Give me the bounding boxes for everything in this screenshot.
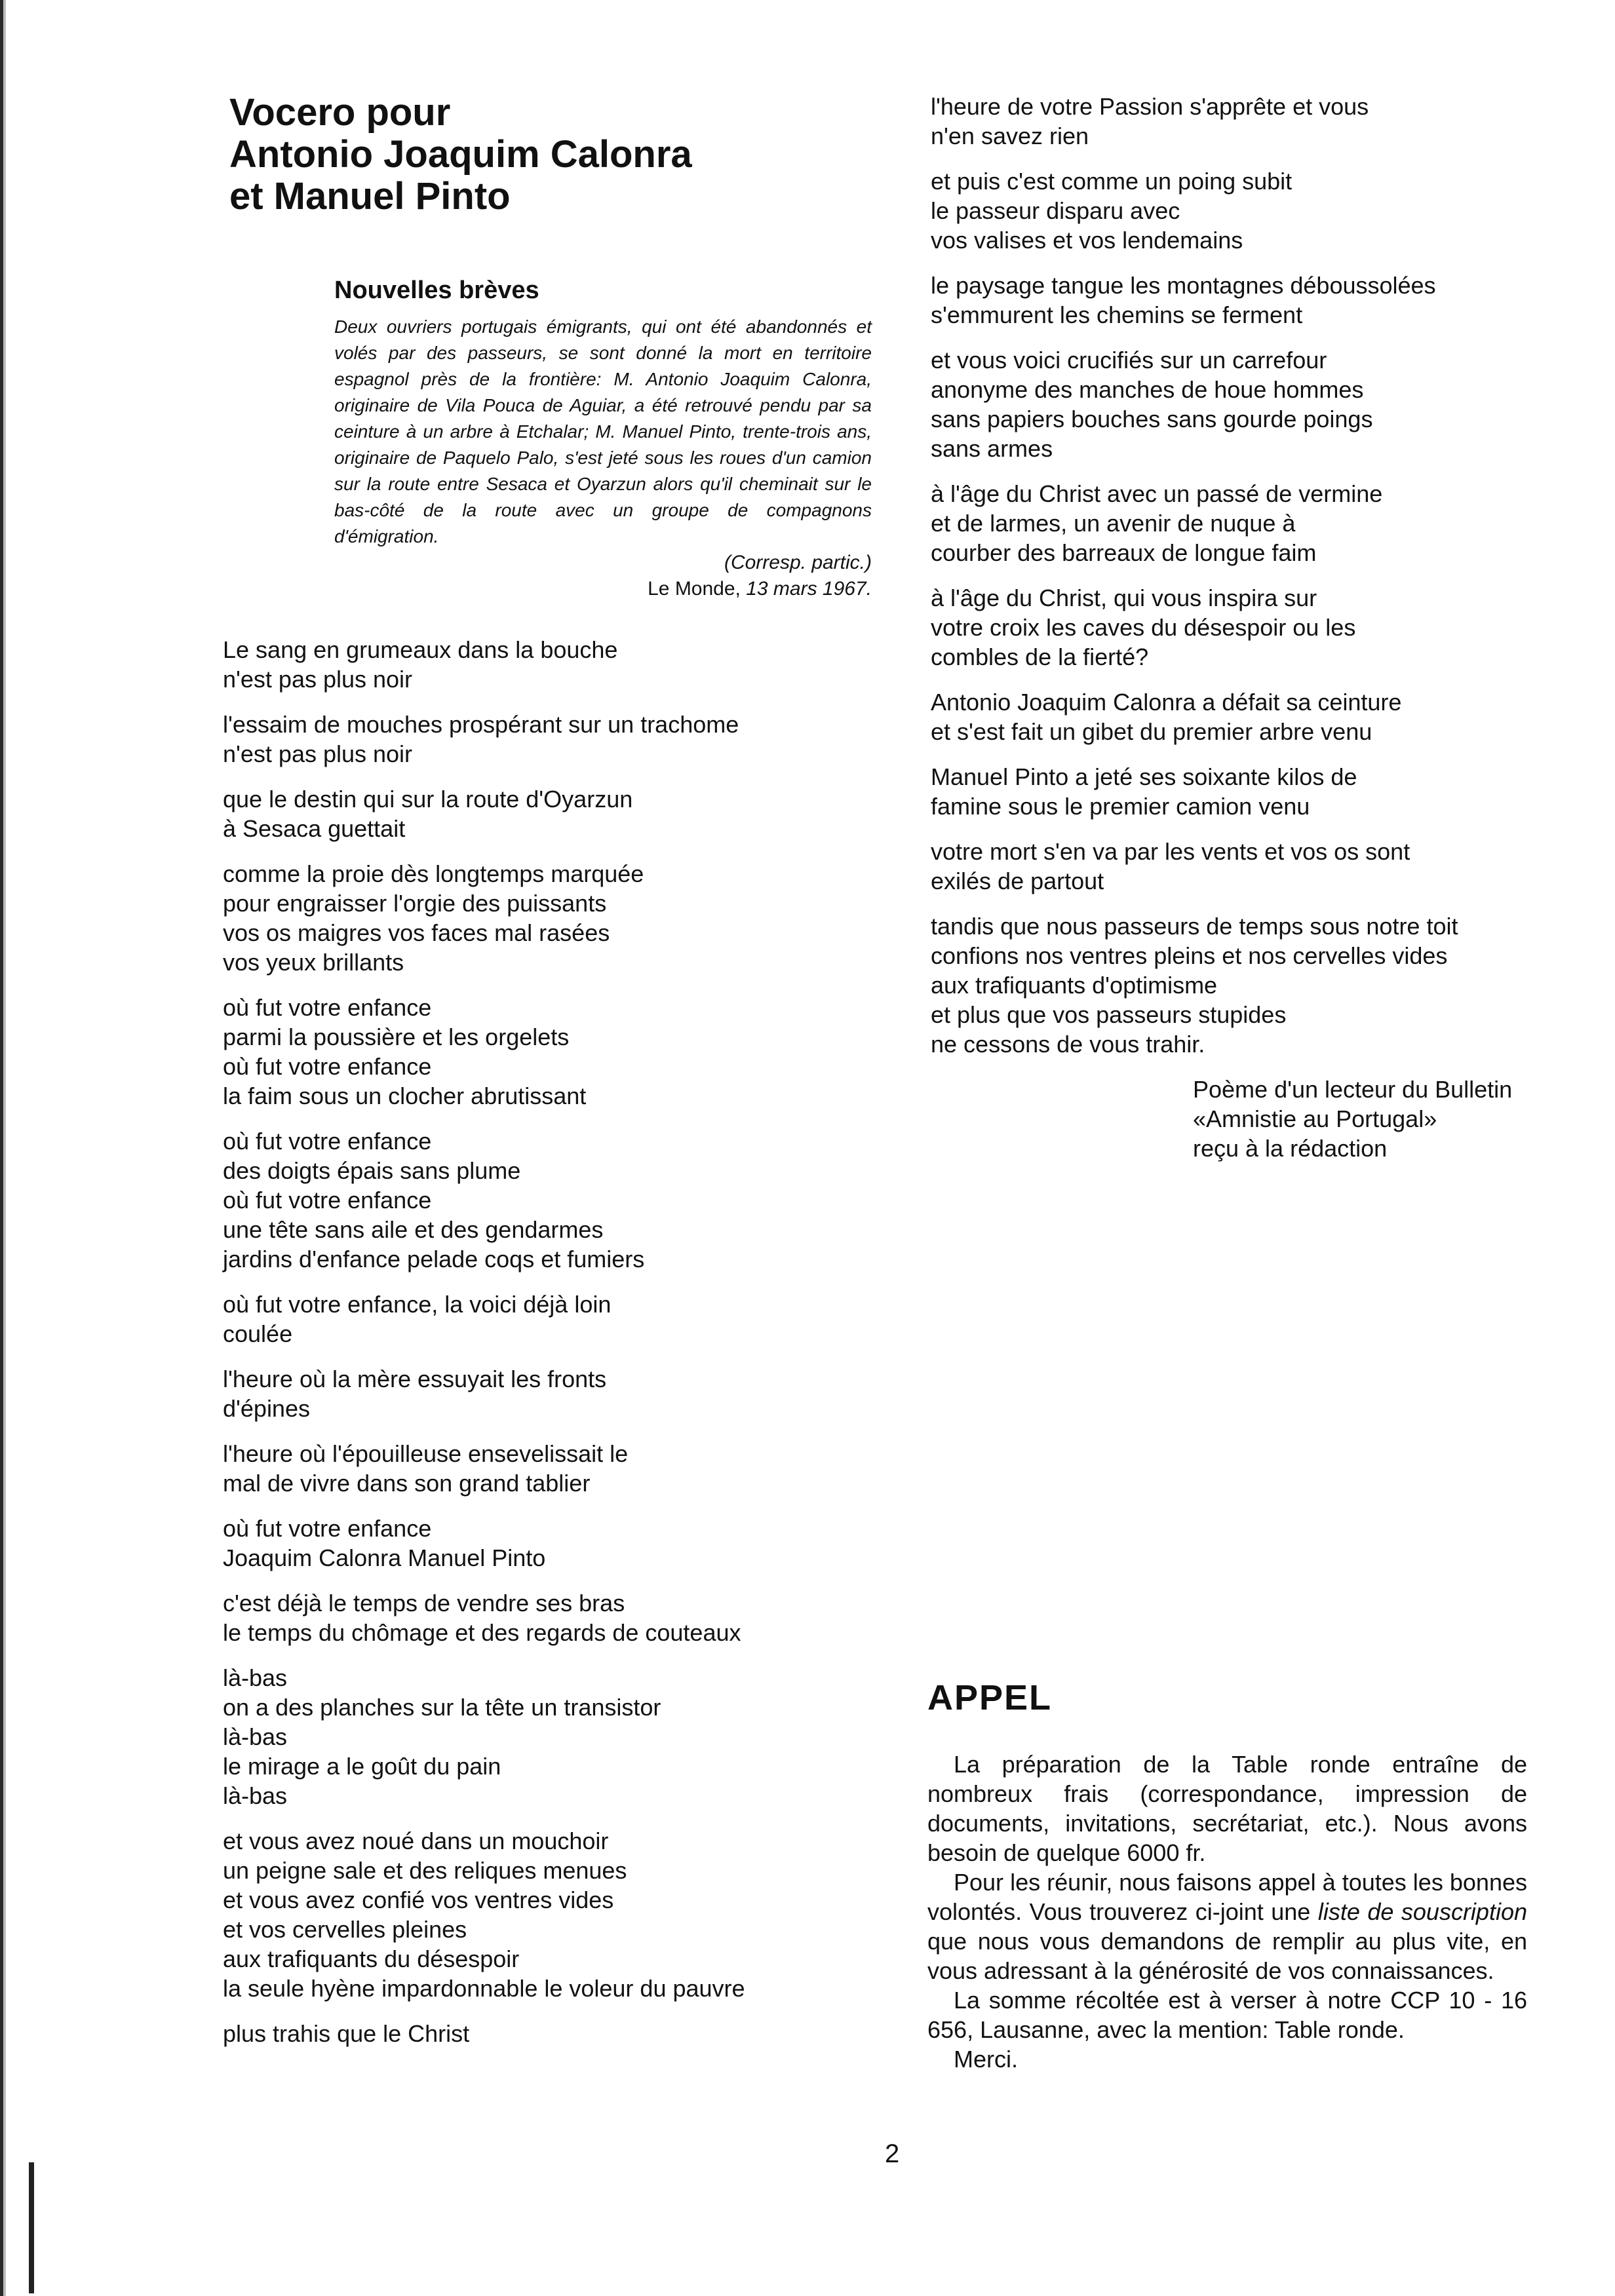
poem-line: c'est déjà le temps de vendre ses bras <box>223 1590 625 1617</box>
stanza <box>223 1126 891 1274</box>
stanza <box>223 1826 891 2003</box>
poem-left <box>223 635 891 2048</box>
publication-name: Le Monde, <box>648 578 747 600</box>
stanza <box>223 710 891 769</box>
stanza <box>223 859 891 977</box>
poem-line: le temps du chômage et des regards de couteaux <box>223 1619 741 1646</box>
poem-line: et de larmes, un avenir de nuque à <box>931 510 1296 537</box>
poem-line: l'essaim de mouches prospérant sur un trachome <box>223 711 739 738</box>
title-line: et Manuel Pinto <box>229 175 511 218</box>
stanza <box>223 1588 891 1647</box>
poem-line: parmi la poussière et les orgelets <box>223 1024 570 1050</box>
poem-line: des doigts épais sans plume <box>223 1157 521 1184</box>
stanza <box>223 784 891 843</box>
poem-line: famine sous le premier camion venu <box>931 793 1310 820</box>
poem-line: à Sesaca guettait <box>223 815 406 842</box>
stanza <box>931 166 1540 255</box>
brief-heading: Nouvelles brèves <box>334 277 539 304</box>
poem-line: exilés de partout <box>931 868 1104 894</box>
poem-line: n'en savez rien <box>931 123 1089 149</box>
poem-line: on a des planches sur la tête un transistor <box>223 1694 661 1721</box>
stanza <box>931 345 1540 463</box>
left-column <box>216 92 891 2064</box>
appel-paragraph: La somme récoltée est à verser à notre CCP 10 - 16 656, Lausanne, avec la mention: Table ronde. <box>927 1987 1527 2043</box>
poem-line: anonyme des manches de houe hommes <box>931 376 1364 403</box>
appel-emphasis: liste de souscription <box>1317 1898 1527 1925</box>
poem-line: sans papiers bouches sans gourde poings <box>931 406 1373 432</box>
appel-heading: APPEL <box>927 1678 1053 1717</box>
poem-line: l'heure de votre Passion s'apprête et vous <box>931 93 1369 120</box>
stanza <box>931 92 1540 151</box>
poem-line: Joaquim Calonra Manuel Pinto <box>223 1544 546 1571</box>
poem-line: le passeur disparu avec <box>931 197 1180 224</box>
poem-line: à l'âge du Christ avec un passé de vermine <box>931 480 1383 507</box>
credit-line: reçu à la rédaction <box>1193 1135 1388 1162</box>
scan-edge <box>0 0 9 2296</box>
scan-mark <box>29 2162 34 2293</box>
poem-line: la faim sous un clocher abrutissant <box>223 1082 587 1109</box>
appel-text <box>927 1750 1527 2074</box>
stanza <box>223 2019 891 2048</box>
poem-line: et vos cervelles pleines <box>223 1916 467 1943</box>
poem-line: pour engraisser l'orgie des puissants <box>223 890 607 917</box>
appel-paragraph: La préparation de la Table ronde entraîne de nombreux frais (correspondance, impression de documents, invitations, secrétariat, etc.). Nous avons besoin de quelque 6000 fr. <box>927 1751 1527 1866</box>
poem-line: mal de vivre dans son grand tablier <box>223 1470 591 1497</box>
stanza <box>223 1663 891 1810</box>
brief-publication <box>334 576 872 602</box>
poem-line: votre mort s'en va par les vents et vos os sont <box>931 838 1411 865</box>
poem-line: et puis c'est comme un poing subit <box>931 168 1293 195</box>
poem-line: vos yeux brillants <box>223 949 404 976</box>
poem-line: l'heure où la mère essuyait les fronts <box>223 1366 607 1392</box>
poem-line: n'est pas plus noir <box>223 666 413 693</box>
poem-credit <box>1193 1075 1540 1163</box>
right-column <box>931 92 1540 1163</box>
appel-paragraph: Merci. <box>954 2046 1018 2073</box>
poem-line: s'emmurent les chemins se ferment <box>931 301 1303 328</box>
poem-line: où fut votre enfance <box>223 1187 432 1214</box>
stanza <box>223 1439 891 1498</box>
stanza <box>931 271 1540 330</box>
poem-line: jardins d'enfance pelade coqs et fumiers <box>223 1246 645 1272</box>
poem-line: et vous avez noué dans un mouchoir <box>223 1827 609 1854</box>
credit-line: Poème d'un lecteur du Bulletin <box>1193 1076 1513 1103</box>
stanza <box>931 837 1540 896</box>
poem-line: là-bas <box>223 1664 288 1691</box>
stanza <box>931 687 1540 746</box>
poem-line: où fut votre enfance <box>223 994 432 1021</box>
poem-line: le paysage tangue les montagnes déboussolées <box>931 272 1436 299</box>
title-line: Vocero pour <box>229 91 451 134</box>
poem-line: vos valises et vos lendemains <box>931 227 1243 254</box>
poem-line: un peigne sale et des reliques menues <box>223 1857 627 1884</box>
page-number: 2 <box>885 2139 900 2168</box>
poem-line: le mirage a le goût du pain <box>223 1753 501 1780</box>
appel-paragraph <box>927 1867 1527 1985</box>
poem-line: coulée <box>223 1320 293 1347</box>
poem-line: où fut votre enfance <box>223 1128 432 1155</box>
brief-correspondent: (Corresp. partic.) <box>724 552 872 573</box>
poem-line: où fut votre enfance <box>223 1515 432 1542</box>
poem-line: n'est pas plus noir <box>223 740 413 767</box>
poem-line: et vous avez confié vos ventres vides <box>223 1886 614 1913</box>
poem-line: Manuel Pinto a jeté ses soixante kilos de <box>931 763 1357 790</box>
poem-line: votre croix les caves du désespoir ou les <box>931 614 1356 641</box>
stanza <box>223 635 891 694</box>
brief-source <box>334 550 872 602</box>
stanza <box>223 1514 891 1573</box>
poem-line: ne cessons de vous trahir. <box>931 1031 1205 1058</box>
stanza <box>931 583 1540 672</box>
stanza <box>931 762 1540 821</box>
poem-line: où fut votre enfance, la voici déjà loin <box>223 1291 612 1318</box>
publication-date: 13 mars 1967. <box>746 578 872 600</box>
stanza <box>223 1290 891 1349</box>
title-line: Antonio Joaquim Calonra <box>229 133 692 176</box>
stanza <box>931 479 1540 567</box>
poem-line: plus trahis que le Christ <box>223 2020 470 2047</box>
article-title <box>229 92 891 218</box>
stanza <box>931 911 1540 1059</box>
poem-line: et s'est fait un gibet du premier arbre venu <box>931 718 1372 745</box>
poem-line: aux trafiquants d'optimisme <box>931 972 1218 999</box>
appel-text-part: Pour les réunir, nous faisons appel à toutes les bonnes volontés. Vous trouverez ci-joint une <box>927 1869 1527 1925</box>
poem-line: où fut votre enfance <box>223 1053 432 1080</box>
appel-text-part: que nous vous demandons de remplir au plus vite, en vous adressant à la générosité de vos connaissances. <box>927 1928 1527 1984</box>
poem-line: et vous voici crucifiés sur un carrefour <box>931 347 1327 373</box>
stanza <box>223 993 891 1111</box>
poem-line: comme la proie dès longtemps marquée <box>223 860 644 887</box>
poem-line: vos os maigres vos faces mal rasées <box>223 919 610 946</box>
poem-line: d'épines <box>223 1395 310 1422</box>
poem-right <box>931 92 1540 1059</box>
poem-line: l'heure où l'épouilleuse ensevelissait le <box>223 1440 629 1467</box>
poem-line: que le destin qui sur la route d'Oyarzun <box>223 786 633 813</box>
poem-line: courber des barreaux de longue faim <box>931 539 1317 566</box>
poem-line: là-bas <box>223 1723 288 1750</box>
poem-line: aux trafiquants du désespoir <box>223 1945 520 1972</box>
poem-line: combles de la fierté? <box>931 643 1149 670</box>
poem-line: à l'âge du Christ, qui vous inspira sur <box>931 584 1317 611</box>
poem-line: confions nos ventres pleins et nos cervelles vides <box>931 942 1448 969</box>
poem-line: et plus que vos passeurs stupides <box>931 1001 1287 1028</box>
poem-line: Antonio Joaquim Calonra a défait sa ceinture <box>931 689 1402 716</box>
poem-line: sans armes <box>931 435 1053 462</box>
stanza <box>223 1364 891 1423</box>
poem-line: là-bas <box>223 1782 288 1809</box>
poem-line: la seule hyène impardonnable le voleur du pauvre <box>223 1975 745 2002</box>
brief-text: Deux ouvriers portugais émigrants, qui ont été abandonnés et volés par des passeurs, se sont donné la mort en territoire espagnol près de la frontière: M. Antonio Joaquim Calonra, originaire de Vila Pouca de Aguiar, a été retrouvé pendu par sa ceinture à un arbre à Etchalar; M. Manuel Pinto, trente-trois ans, originaire de Paquelo Palo, s'est jeté sous les roues d'un camion sur la route entre Sesaca et Oyarzun alors qu'il cheminait sur le bas-côté de la route avec un groupe de compagnons d'émigration. <box>334 316 872 546</box>
credit-line: «Amnistie au Portugal» <box>1193 1105 1437 1132</box>
poem-line: une tête sans aile et des gendarmes <box>223 1216 604 1243</box>
poem-line: Le sang en grumeaux dans la bouche <box>223 636 618 663</box>
poem-line: tandis que nous passeurs de temps sous notre toit <box>931 913 1458 940</box>
